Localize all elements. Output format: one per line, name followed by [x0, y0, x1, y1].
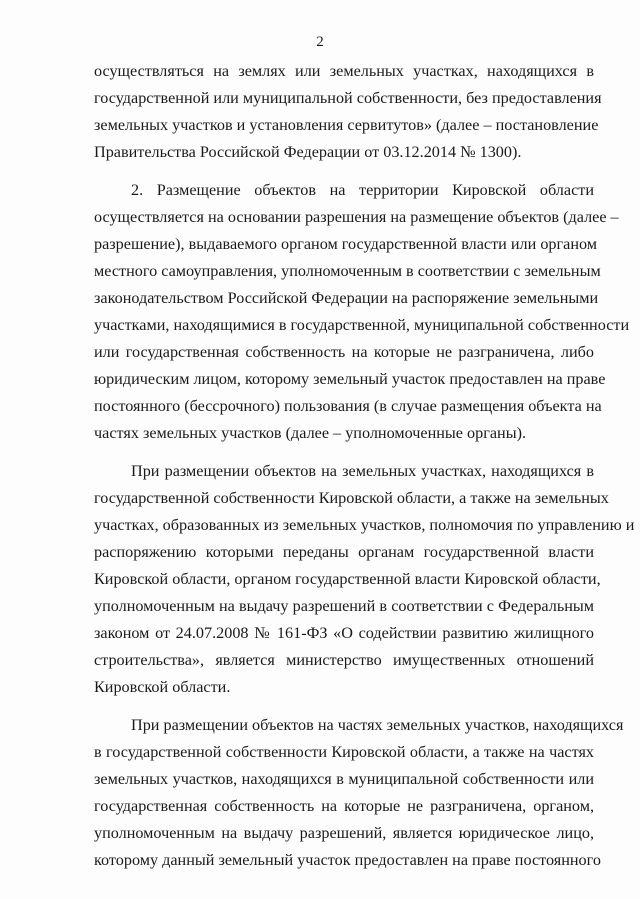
text-line: частях земельных участков (далее – уполномоченные органы). [94, 424, 527, 442]
text-line: 2. Размещение объектов на территории Кировской области [131, 181, 594, 199]
page-number: 2 [316, 34, 324, 50]
paragraph-4 [94, 712, 624, 874]
text-line: которому данный земельный участок предоставлен на праве постоянного [94, 851, 601, 869]
text-line: постоянного (бессрочного) пользования (в случае размещения объекта на [94, 397, 602, 415]
text-line: юридическим лицом, которому земельный участок предоставлен на праве [94, 370, 606, 388]
paragraph-spacer [94, 447, 594, 458]
text-line: земельных участков, находящихся в муниципальной собственности или [94, 770, 594, 788]
text-line: участках, образованных из земельных участков, полномочия по управлению и [94, 516, 635, 534]
text-line: Кировской области. [94, 678, 231, 696]
text-line: или государственная собственность на которые не разграничена, либо [94, 343, 594, 361]
text-line: уполномоченным на выдачу разрешений, является юридическое лицо, [94, 824, 594, 842]
document-body [94, 58, 635, 874]
paragraph-spacer [94, 166, 594, 177]
text-line: в государственной собственности Кировской области, а также на частях [94, 743, 594, 761]
text-line: осуществляется на основании разрешения на размещение объектов (далее – [94, 208, 619, 226]
text-line: участками, находящимися в государственной, муниципальной собственности [94, 316, 630, 334]
text-line: государственной или муниципальной собственности, без предоставления [94, 89, 602, 107]
paragraph-spacer [94, 701, 594, 712]
text-line: Правительства Российской Федерации от 03.12.2014 № 1300). [94, 143, 522, 161]
text-line: законом от 24.07.2008 № 161-ФЗ «О содействии развитию жилищного [94, 624, 594, 642]
text-line: законодательством Российской Федерации на распоряжение земельными [94, 289, 599, 307]
text-line: местного самоуправления, уполномоченным в соответствии с земельным [94, 262, 601, 280]
text-line: При размещении объектов на частях земельных участков, находящихся [131, 716, 624, 734]
paragraph-3 [94, 458, 635, 701]
text-line: уполномоченным на выдачу разрешений в соответствии с Федеральным [94, 597, 594, 615]
text-line: строительства», является министерство имущественных отношений [94, 651, 594, 669]
text-line: разрешение), выдаваемого органом государственной власти или органом [94, 235, 598, 253]
text-line: государственная собственность на которые не разграничена, органом, [94, 797, 594, 815]
text-line: распоряжению которыми переданы органам государственной власти [94, 543, 594, 561]
text-line: При размещении объектов на земельных участках, находящихся в [131, 462, 594, 480]
paragraph-1 [94, 58, 602, 166]
paragraph-2 [94, 177, 630, 447]
text-line: земельных участков и установления сервитутов» (далее – постановление [94, 116, 599, 134]
text-line: Кировской области, органом государственной власти Кировской области, [94, 570, 601, 588]
text-line: государственной собственности Кировской области, а также на земельных [94, 489, 609, 507]
text-line: осуществляться на землях или земельных участках, находящихся в [94, 62, 594, 80]
